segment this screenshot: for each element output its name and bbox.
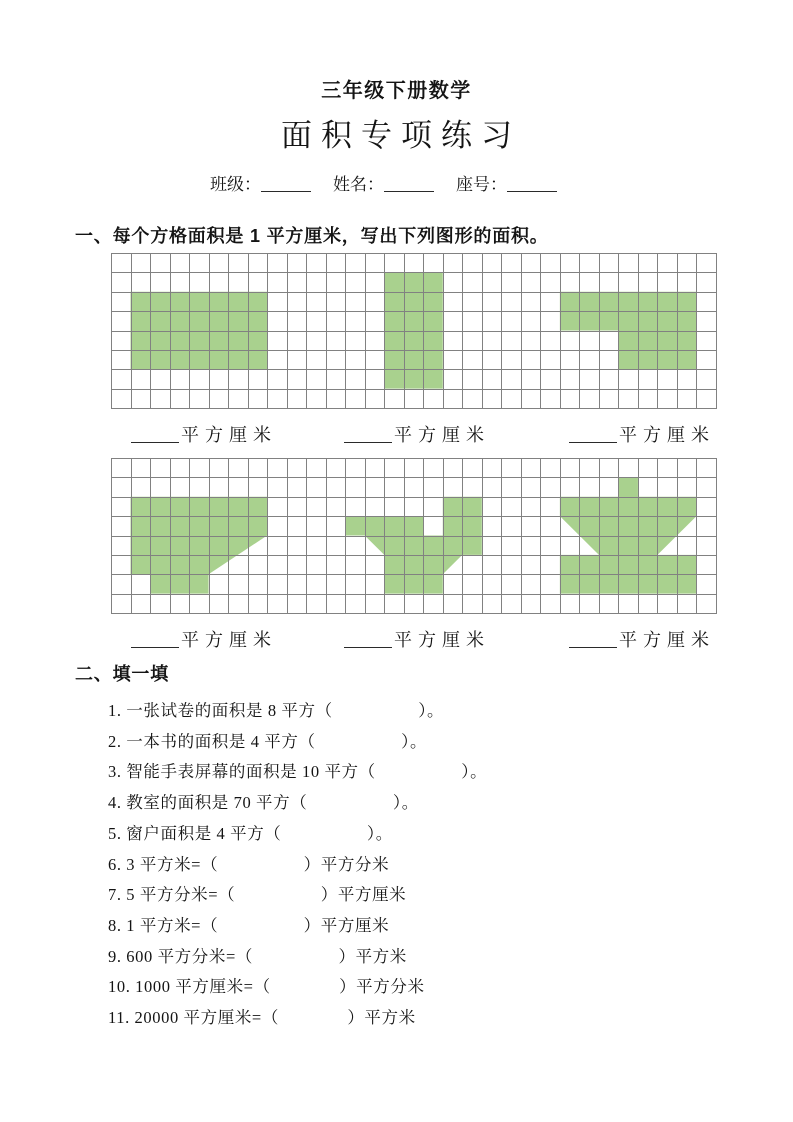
answer-label-5: [344, 626, 490, 652]
unit-label: 平方厘米: [394, 630, 490, 650]
answer-row-1: [0, 421, 793, 445]
grid-panel-1: [111, 253, 717, 409]
section1-heading: 一、每个方格面积是 1 平方厘米，写出下列图形的面积。: [75, 226, 549, 246]
question-item-4: 4. 教室的面积是 70 平方（ ）。: [108, 793, 419, 813]
shape-rectangle-7x4: [131, 292, 268, 370]
name-label: 姓名：: [333, 175, 384, 194]
question-list: [108, 696, 728, 1034]
answer-label-3: [569, 421, 715, 447]
question-item-2: 2. 一本书的面积是 4 平方（ ）。: [108, 731, 428, 751]
question-item-10: 10. 1000 平方厘米=（ ）平方分米: [108, 977, 425, 997]
question-item-7: 7. 5 平方分米=（ ）平方厘米: [108, 885, 407, 905]
worksheet-subtitle: 三年级下册数学: [321, 80, 472, 102]
shape-l-shape-7x2-plus-4x2: [560, 292, 697, 370]
unit-label: 平方厘米: [181, 630, 277, 650]
answer-label-2: [344, 421, 490, 447]
seat-blank: [507, 175, 557, 192]
unit-label: 平方厘米: [619, 425, 715, 445]
page-title: 面积专项练习: [281, 118, 521, 153]
class-blank: [261, 175, 311, 192]
grid-panel-2: [111, 458, 717, 614]
question-item-3: 3. 智能手表屏幕的面积是 10 平方（ ）。: [108, 762, 488, 782]
shape-polygon-goblet: [560, 477, 697, 593]
unit-label: 平方厘米: [181, 425, 277, 445]
answer-blank-6: [569, 631, 617, 648]
unit-label: 平方厘米: [394, 425, 490, 445]
shape-polygon-diagonal-cut: [131, 497, 268, 594]
answer-blank-2: [344, 426, 392, 443]
section2-heading: 二、填一填: [75, 664, 169, 684]
question-item-8: 8. 1 平方米=（ ）平方厘米: [108, 915, 390, 935]
question-item-11: 11. 20000 平方厘米=（ ）平方米: [108, 1008, 416, 1028]
answer-label-1: [131, 421, 277, 447]
question-item-9: 9. 600 平方分米=（ ）平方米: [108, 946, 407, 966]
name-blank: [384, 175, 434, 192]
student-info-row: [210, 170, 557, 195]
class-label: 班级：: [210, 175, 261, 194]
answer-blank-1: [131, 426, 179, 443]
question-item-6: 6. 3 平方米=（ ）平方分米: [108, 854, 390, 874]
answer-row-2: [0, 626, 793, 650]
seat-label: 座号：: [456, 175, 507, 194]
seat-field: [456, 170, 557, 195]
answer-blank-4: [131, 631, 179, 648]
answer-blank-5: [344, 631, 392, 648]
name-field: [333, 170, 434, 195]
unit-label: 平方厘米: [619, 630, 715, 650]
answer-label-6: [569, 626, 715, 652]
shape-rectangle-3x6: [384, 272, 443, 388]
answer-label-4: [131, 626, 277, 652]
question-item-1: 1. 一张试卷的面积是 8 平方（ ）。: [108, 701, 445, 720]
question-item-5: 5. 窗户面积是 4 平方（ ）。: [108, 823, 393, 843]
answer-blank-3: [569, 426, 617, 443]
class-field: [210, 170, 311, 195]
